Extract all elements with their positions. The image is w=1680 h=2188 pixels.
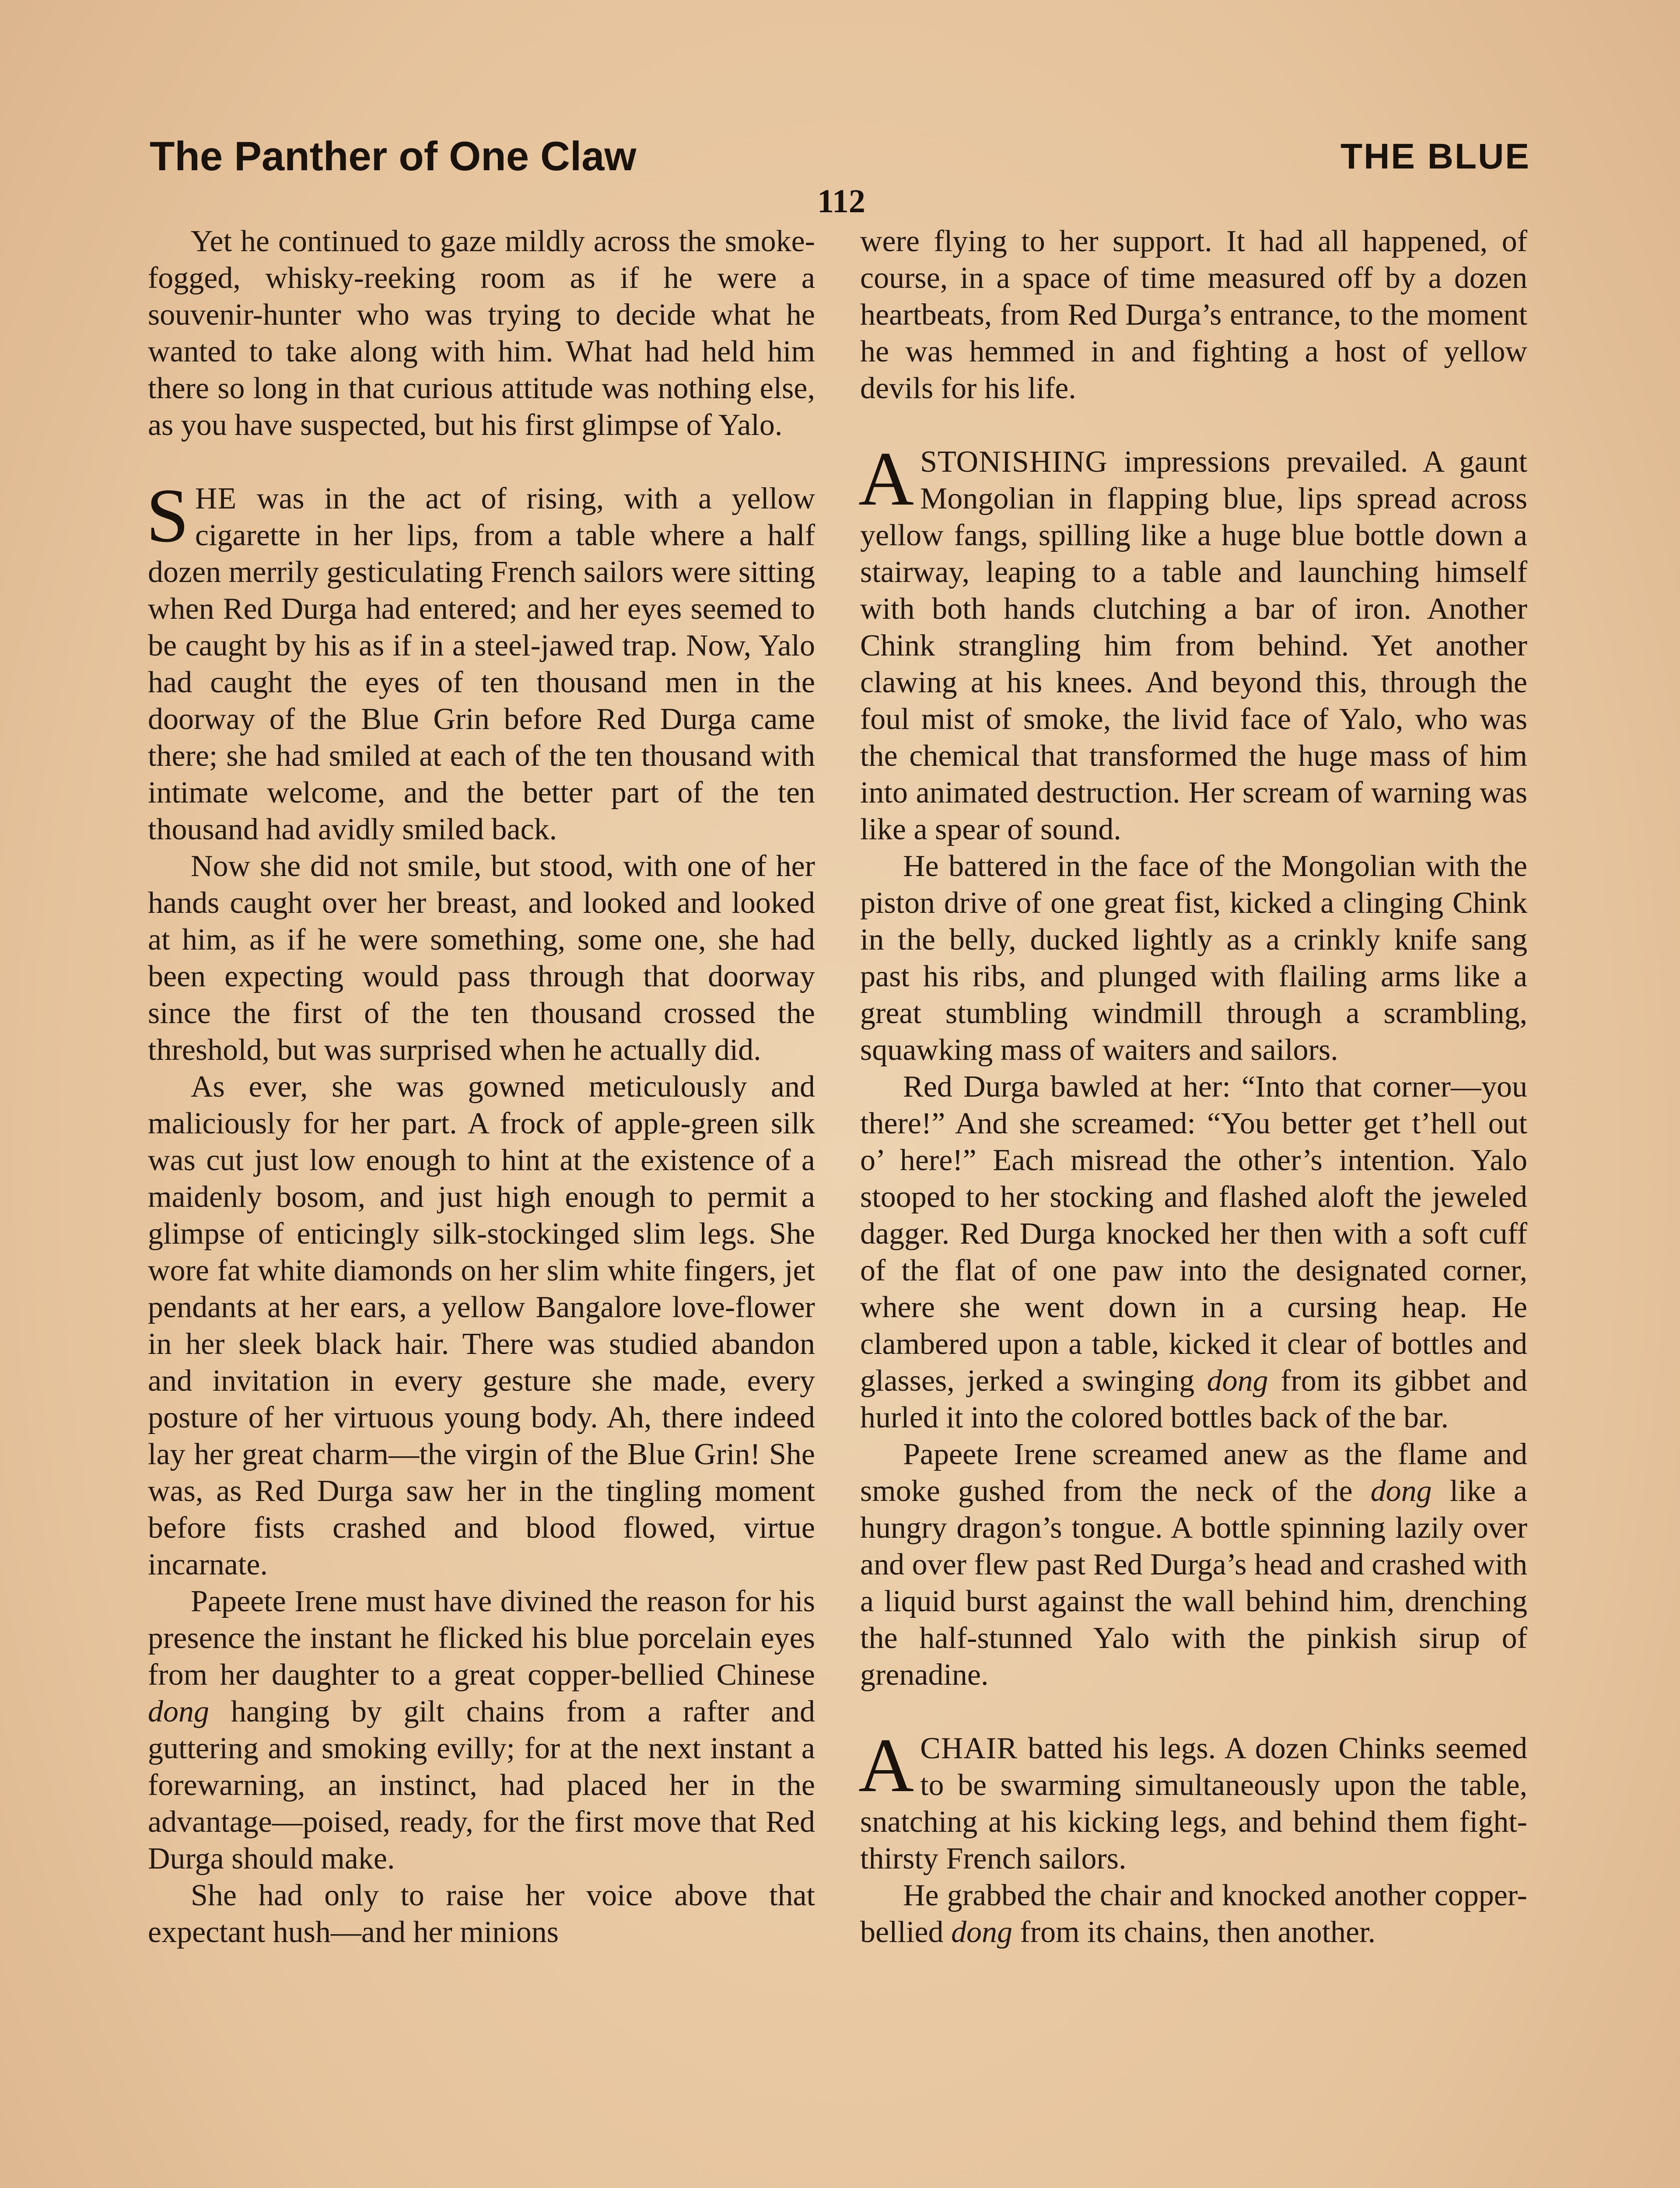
- paragraph: As ever, she was gowned meticulously and maliciously for her part. A frock of apple-green silk was cut just low enough to hint at the existence of a maidenly bosom, and just high enough to permit a glimpse of enticingly silk-stockinged slim legs. She wore fat white diamonds on her slim white fingers, jet pendants at her ears, a yellow Bangalore love-flower in her sleek black hair. There was studied abandon and invitation in every gesture she made, every posture of her virtuous young body. Ah, there indeed lay her great charm—the virgin of the Blue Grin! She was, as Red Durga saw her in the tingling moment before fists crashed and blood flowed, virtue incarnate.: [148, 1070, 815, 1581]
- paragraph: were flying to her support. It had all happened, of course, in a space of time measured off by a dozen heartbeats, from Red Durga’s entrance, to the moment he was hemmed in and fighting a host of yellow devils for his life.: [860, 224, 1527, 405]
- paragraph-text: like a hungry dragon’s tongue. A bottle spinning lazily over and over flew past Red Durga’s head and crashed with a liquid burst against the wall behind him, drenching the half-stunned Yalo with the pinkish sirup of grenadine.: [860, 1474, 1527, 1692]
- paragraph-text: impressions prevailed. A gaunt Mongolian in flapping blue, lips spread across yellow fangs, spilling like a huge blue bottle down a stairway, leaping to a table and launching himself with both hands clutching a bar of iron. Another Chink strangling him from behind. Yet another clawing at his knees. And beyond this, through the foul mist of smoke, the livid face of Yalo, who was the chemical that transformed the huge mass of him into animated destruction. Her scream of warning was like a spear of sound.: [860, 445, 1527, 846]
- paragraph: He battered in the face of the Mongolian with the piston drive of one great fist, kicked a clinging Chink in the belly, ducked lightly as a crinkly knife sang past his ribs, and plunged with flailing arms like a great stumbling windmill through a scrambling, squawking mass of waiters and sailors.: [860, 849, 1527, 1067]
- section-paragraph: [858, 436, 1527, 848]
- paragraph-text: Papeete Irene must have divined the reason for his presence the instant he flicked his blue porcelain eyes from her daughter to a great copper-bellied Chinese: [148, 1585, 815, 1692]
- paragraph-text: from its chains, then another.: [1012, 1915, 1376, 1949]
- section-paragraph: [146, 473, 815, 848]
- small-caps-lead: STONISHING: [920, 445, 1108, 479]
- paragraph-text: hanging by gilt chains from a rafter and guttering and smoking evilly; for at the next instant a forewarning, an instinct, had placed her in the advantage—poised, ready, for the first move that Red Durga should make.: [148, 1695, 815, 1876]
- small-caps-lead: HE: [195, 482, 237, 515]
- drop-cap: S: [146, 473, 189, 558]
- paragraph: [860, 1877, 1527, 1951]
- story-title: The Panther of One Claw: [150, 133, 637, 179]
- paragraph: She had only to raise her voice above that expectant hush—and her minions: [148, 1879, 815, 1949]
- italic-word: dong: [148, 1695, 209, 1729]
- small-caps-lead: CHAIR: [920, 1732, 1018, 1765]
- paragraph-text: Papeete Irene screamed anew as the flame and smoke gushed from the neck of the: [860, 1438, 1527, 1508]
- paragraph-text: was in the act of rising, with a yellow cigarette in her lips, from a table where a half dozen merrily gesticulating French sailors were sitting when Red Durga had entered; and her eyes seemed to be caught by his as if in a steel-jawed trap. Now, Yalo had caught the eyes of ten thousand men in the doorway of the Blue Grin before Red Durga came there; she had smiled at each of the ten thousand with intimate welcome, and the better part of the ten thousand had avidly smiled back.: [148, 482, 815, 846]
- paragraph: [148, 1583, 815, 1877]
- drop-cap: A: [858, 436, 914, 522]
- drop-cap: A: [858, 1723, 914, 1808]
- paragraph-text: Red Durga bawled at her: “Into that corner—you there!” And she screamed: “You better get t’hell out o’ here!” Each misread the other’s intention. Yalo stooped to her stocking and flashed aloft the jeweled dagger. Red Durga knocked her then with a soft cuff of the flat of one paw into the designated corner, where she went down in a cursing heap. He clambered upon a table, kicked it clear of bottles and glasses, jerked a swinging: [860, 1070, 1527, 1398]
- section-paragraph: [858, 1723, 1527, 1877]
- left-column: [148, 223, 815, 1951]
- page-number: 112: [817, 183, 865, 220]
- italic-word: dong: [1370, 1474, 1432, 1508]
- italic-word: dong: [951, 1915, 1012, 1949]
- paragraph-text: He grabbed the chair and knocked another copper-bellied: [860, 1879, 1527, 1949]
- paragraph: Now she did not smile, but stood, with one of her hands caught over her breast, and looked and looked at him, as if he were something, some one, she had been expecting would pass through that doorway since the first of the ten thousand crossed the threshold, but was surprised when he actually did.: [148, 849, 815, 1067]
- paragraph-text: batted his legs. A dozen Chinks seemed to be swarming simultaneously upon the table, snatching at his kicking legs, and behind them fight-thirsty French sailors.: [860, 1732, 1527, 1876]
- magazine-name: THE BLUE: [1340, 137, 1530, 176]
- italic-word: dong: [1207, 1364, 1268, 1398]
- right-column: [860, 223, 1527, 1951]
- paragraph: [860, 1436, 1527, 1694]
- paragraph-text: from its gibbet and hurled it into the colored bottles back of the bar.: [860, 1364, 1527, 1434]
- paragraph: Yet he continued to gaze mildly across the smoke-fogged, whisky-reeking room as if he were a souvenir-hunter who was trying to decide what he wanted to take along with him. What had held him there so long in that curious attitude was nothing else, as you have suspected, but his first glimpse of Yalo.: [148, 224, 815, 442]
- paragraph: [860, 1069, 1527, 1436]
